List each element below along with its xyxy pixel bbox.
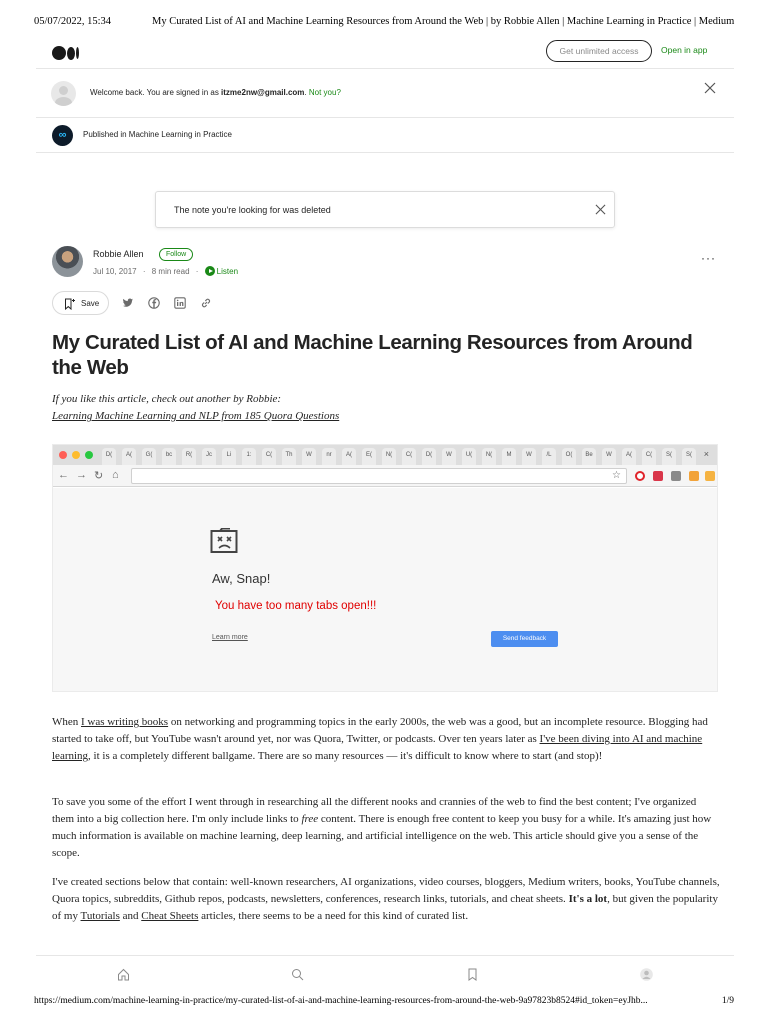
paragraph-text: content. There is enough free content to keep you busy for a while. It's amazing just how much information is available on machine learning, deep learning, and artificial intelligence on the web. This article should give you a sense of the scope. [52, 813, 712, 859]
browser-tab: G( [142, 448, 156, 465]
article-paragraph [52, 714, 720, 765]
paragraph-text: I've created sections below that contain: well-known researchers, AI organizations, video courses, bloggers, Medium writers, books, YouTube channels, Quora topics, subreddits, Github repos, podcasts, newsletters, conferences, research links, tutorials, and cheat sheets. [52, 876, 720, 905]
profile-icon[interactable] [640, 968, 653, 981]
browser-tab: 1: [242, 448, 256, 465]
print-page-number: 1/9 [721, 996, 734, 1006]
browser-tab: R( [182, 448, 196, 465]
star-icon: ☆ [612, 470, 621, 481]
learn-more-link: Learn more [212, 634, 248, 641]
home-icon: ⌂ [112, 469, 119, 481]
inline-link[interactable]: Tutorials [80, 910, 120, 922]
sad-tab-icon [210, 528, 240, 554]
paragraph-text: , but given the popularity of my [52, 893, 718, 922]
browser-tab: S( [662, 448, 676, 465]
facebook-icon[interactable] [148, 297, 160, 309]
publication-bar [36, 118, 734, 153]
browser-tab: W [602, 448, 616, 465]
browser-tab: U( [462, 448, 476, 465]
signed-in-email: itzme2nw@gmail.com [221, 88, 305, 97]
close-icon[interactable] [595, 204, 606, 215]
opera-icon [635, 471, 645, 481]
browser-page [53, 488, 717, 691]
intro-line: If you like this article, check out another by Robbie: [52, 393, 282, 405]
browser-tab: O( [562, 448, 576, 465]
browser-tab: W [442, 448, 456, 465]
browser-tab: nr [322, 448, 336, 465]
browser-tab: C( [262, 448, 276, 465]
browser-tab-strip [53, 445, 717, 465]
reload-icon: ↻ [94, 470, 104, 482]
hero-image [52, 444, 718, 692]
print-timestamp: 05/07/2022, 15:34 [34, 16, 112, 27]
follow-button[interactable]: Follow [159, 248, 193, 261]
print-footer [34, 996, 734, 1010]
top-bar [36, 36, 734, 69]
browser-tab: D( [102, 448, 116, 465]
medium-logo[interactable] [52, 43, 86, 61]
get-unlimited-access-button[interactable]: Get unlimited access [546, 40, 652, 62]
bottom-navigation [36, 955, 734, 993]
bookmark-add-icon [63, 298, 75, 310]
pocket-icon [653, 471, 663, 481]
emphasis-text: free [301, 813, 319, 825]
browser-tab: S( [682, 448, 696, 465]
back-arrow-icon: ← [58, 469, 69, 481]
save-button[interactable] [52, 291, 109, 315]
address-bar [131, 468, 627, 484]
welcome-banner [36, 70, 734, 118]
extension-icon [671, 471, 681, 481]
publication-label[interactable]: Published in Machine Learning in Practice [83, 130, 232, 139]
more-options-icon[interactable]: ··· [701, 251, 716, 265]
article-meta [93, 266, 238, 276]
meta-separator: · [195, 267, 199, 276]
error-heading: Aw, Snap! [212, 571, 271, 586]
send-feedback-button: Send feedback [491, 631, 558, 647]
browser-toolbar [53, 465, 717, 487]
minimize-window-dot [72, 451, 80, 459]
browser-tab: Li [222, 448, 236, 465]
browser-tab: A( [122, 448, 136, 465]
inline-link[interactable]: Cheat Sheets [141, 910, 199, 922]
extension-icon [705, 471, 715, 481]
browser-tab: M [502, 448, 516, 465]
paragraph-text: and [119, 910, 142, 922]
article-intro [52, 391, 339, 425]
not-you-link[interactable]: Not you? [308, 88, 341, 97]
browser-tab: N( [482, 448, 496, 465]
browser-tab: Be [582, 448, 596, 465]
article-paragraph [52, 874, 720, 925]
link-icon[interactable] [200, 297, 212, 309]
browser-tab: N( [382, 448, 396, 465]
paragraph-text: on networking and programming topics in the early 2000s, the web was a good, but an incomplete resource. Blogging had started to take off, but YouTube wasn't around yet, nor was Quora, Twitter, or podcasts. Over ten years later as [52, 716, 708, 745]
author-photo[interactable] [52, 246, 83, 277]
article-title: My Curated List of AI and Machine Learning Resources from Around the Web [52, 331, 693, 379]
meta-separator: · [142, 267, 146, 276]
paragraph-text: To save you some of the effort I went through in researching all the different nooks and crannies of the web to find the best content; I've organized them into a big collection here. I'm only include links to [52, 796, 697, 825]
inline-link[interactable]: I was writing books [81, 716, 169, 728]
browser-tab: Jc [202, 448, 216, 465]
play-icon [205, 266, 215, 276]
paragraph-text: , it is a completely different ballgame. There are so many resources — it's difficult to know where to start (and stop)! [88, 750, 603, 762]
search-icon[interactable] [291, 968, 304, 981]
publication-logo[interactable]: ∞ [52, 125, 73, 146]
browser-tab: D( [422, 448, 436, 465]
browser-tab: bc [162, 448, 176, 465]
browser-tab: C( [402, 448, 416, 465]
paragraph-text: When [52, 716, 82, 728]
save-label: Save [81, 299, 100, 308]
browser-tab: /L [542, 448, 556, 465]
browser-tab: W [522, 448, 536, 465]
inline-link[interactable]: I've been diving into AI and machine learning [52, 733, 703, 762]
error-message: You have too many tabs open!!! [215, 600, 377, 612]
close-icon[interactable] [704, 82, 716, 94]
notice-text: The note you're looking for was deleted [174, 205, 331, 215]
listen-button[interactable] [205, 267, 238, 276]
maximize-window-dot [85, 451, 93, 459]
tab-close-icon: × [703, 449, 709, 459]
welcome-separator: . [304, 88, 309, 97]
listen-label: Listen [216, 267, 239, 276]
browser-tab: A( [342, 448, 356, 465]
action-row [52, 291, 452, 315]
article-paragraph [52, 794, 720, 862]
browser-tab: C( [642, 448, 656, 465]
author-name[interactable]: Robbie Allen [93, 249, 144, 259]
publish-date: Jul 10, 2017 [93, 267, 137, 276]
related-article-link[interactable]: Learning Machine Learning and NLP from 185 Quora Questions [52, 410, 340, 422]
read-time: 8 min read [151, 267, 190, 276]
folder-icon [689, 471, 699, 481]
avatar[interactable] [51, 81, 76, 106]
welcome-prefix: Welcome back. You are signed in as [90, 88, 222, 97]
welcome-message [90, 88, 341, 97]
bold-text: It's a lot [568, 893, 608, 905]
browser-tab: A( [622, 448, 636, 465]
twitter-icon[interactable] [122, 297, 134, 309]
print-page-title: My Curated List of AI and Machine Learning Resources from Around the Web | by Robbie Allen | Machine Learning in Practice | Medium [152, 16, 735, 27]
author-row [52, 245, 722, 285]
home-icon[interactable] [117, 968, 130, 981]
forward-arrow-icon: → [76, 469, 87, 481]
close-window-dot [59, 451, 67, 459]
open-in-app-link[interactable]: Open in app [661, 45, 708, 55]
browser-tab: W [302, 448, 316, 465]
deleted-note-notice [155, 191, 615, 228]
browser-tab: E( [362, 448, 376, 465]
linkedin-icon[interactable] [174, 297, 186, 309]
browser-tab: Th [282, 448, 296, 465]
print-url: https://medium.com/machine-learning-in-practice/my-curated-list-of-ai-and-machine-learning-resources-from-around-the-web-9a97823b8524#id_token=eyJhb... [34, 996, 648, 1006]
bookmarks-icon[interactable] [466, 968, 479, 981]
print-header [34, 16, 735, 30]
paragraph-text: articles, there seems to be a need for this kind of curated list. [198, 910, 469, 922]
